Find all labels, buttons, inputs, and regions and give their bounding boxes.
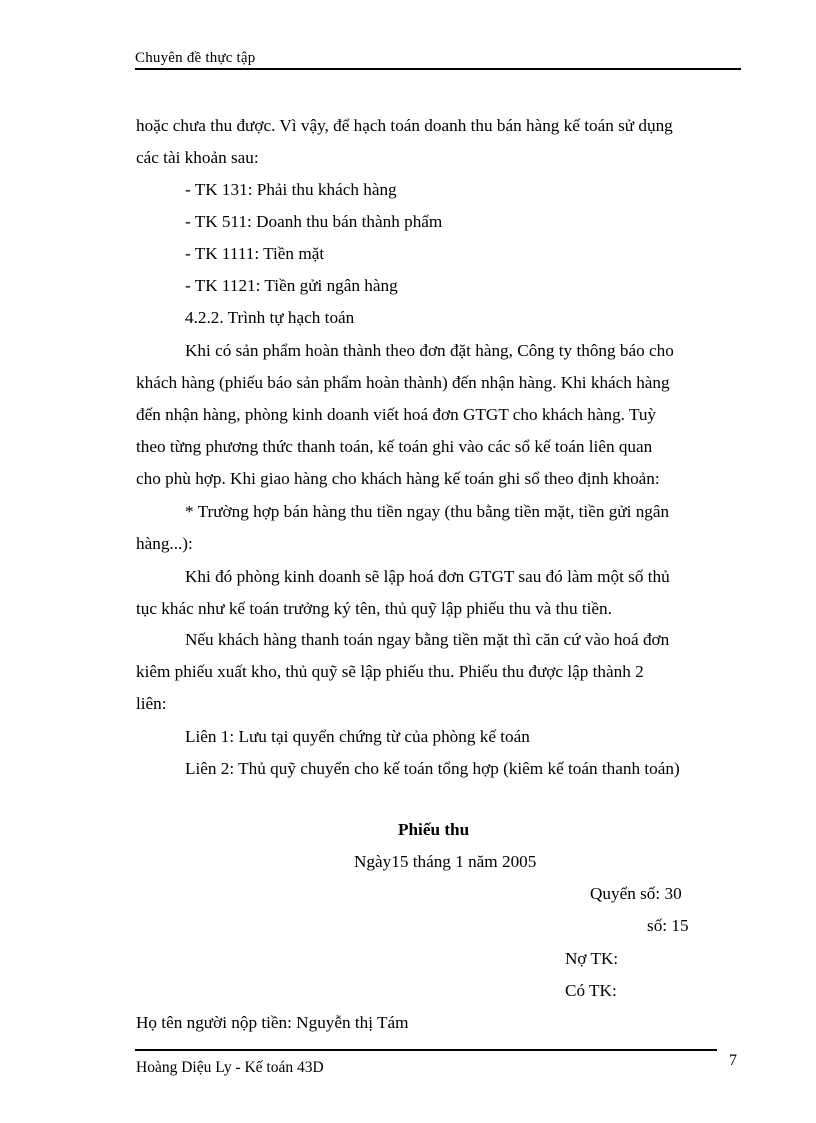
account-item: - TK 1111: Tiền mặt <box>185 244 325 263</box>
text-line: Khi có sản phẩm hoàn thành theo đơn đặt hàng, Công ty thông báo cho <box>185 341 674 360</box>
text-line: cho phù hợp. Khi giao hàng cho khách hàng kế toán ghi sổ theo định khoản: <box>136 469 660 488</box>
receipt-number: số: 15 <box>647 916 689 935</box>
account-item: - TK 131: Phải thu khách hàng <box>185 180 397 199</box>
account-item: - TK 511: Doanh thu bán thành phẩm <box>185 212 443 231</box>
footer-author: Hoàng Diệu Ly - Kế toán 43D <box>136 1059 324 1076</box>
receipt-credit: Có TK: <box>565 981 617 1000</box>
text-line: khách hàng (phiếu báo sản phẩm hoàn thành) đến nhận hàng. Khi khách hàng <box>136 373 670 392</box>
copy-item: Liên 2: Thủ quỹ chuyển cho kế toán tổng hợp (kiêm kế toán thanh toán) <box>185 759 680 778</box>
text-line: hoặc chưa thu được. Vì vậy, để hạch toán doanh thu bán hàng kế toán sử dụng <box>136 116 673 135</box>
section-heading: 4.2.2. Trình tự hạch toán <box>185 308 355 327</box>
text-line: tục khác như kế toán trưởng ký tên, thủ quỹ lập phiếu thu và thu tiền. <box>136 599 612 618</box>
page-number: 7 <box>729 1052 737 1069</box>
receipt-debit: Nợ TK: <box>565 949 619 968</box>
text-line: kiêm phiếu xuất kho, thủ quỹ sẽ lập phiếu thu. Phiếu thu được lập thành 2 <box>136 662 644 681</box>
text-line: theo từng phương thức thanh toán, kế toán ghi vào các sổ kế toán liên quan <box>136 437 653 456</box>
copy-item: Liên 1: Lưu tại quyển chứng từ của phòng kế toán <box>185 727 530 746</box>
text-line: * Trường hợp bán hàng thu tiền ngay (thu bằng tiền mặt, tiền gửi ngân <box>185 502 670 521</box>
text-line: liên: <box>136 694 167 713</box>
text-line: các tài khoản sau: <box>136 148 259 167</box>
text-line: đến nhận hàng, phòng kinh doanh viết hoá đơn GTGT cho khách hàng. Tuỳ <box>136 405 657 424</box>
receipt-book: Quyển số: 30 <box>590 884 682 903</box>
text-line: Khi đó phòng kinh doanh sẽ lập hoá đơn GTGT sau đó làm một số thủ <box>185 567 670 586</box>
receipt-date: Ngày15 tháng 1 năm 2005 <box>354 852 537 871</box>
text-line: Nếu khách hàng thanh toán ngay bằng tiền mặt thì căn cứ vào hoá đơn <box>185 630 670 649</box>
header-rule <box>135 68 741 70</box>
account-item: - TK 1121: Tiền gửi ngân hàng <box>185 276 398 295</box>
receipt-title: Phiếu thu <box>398 820 470 839</box>
footer-rule <box>135 1049 717 1051</box>
text-line: hàng...): <box>136 534 193 553</box>
receipt-payer: Họ tên người nộp tiền: Nguyễn thị Tám <box>136 1013 409 1032</box>
header-title: Chuyên đề thực tập <box>135 50 256 66</box>
